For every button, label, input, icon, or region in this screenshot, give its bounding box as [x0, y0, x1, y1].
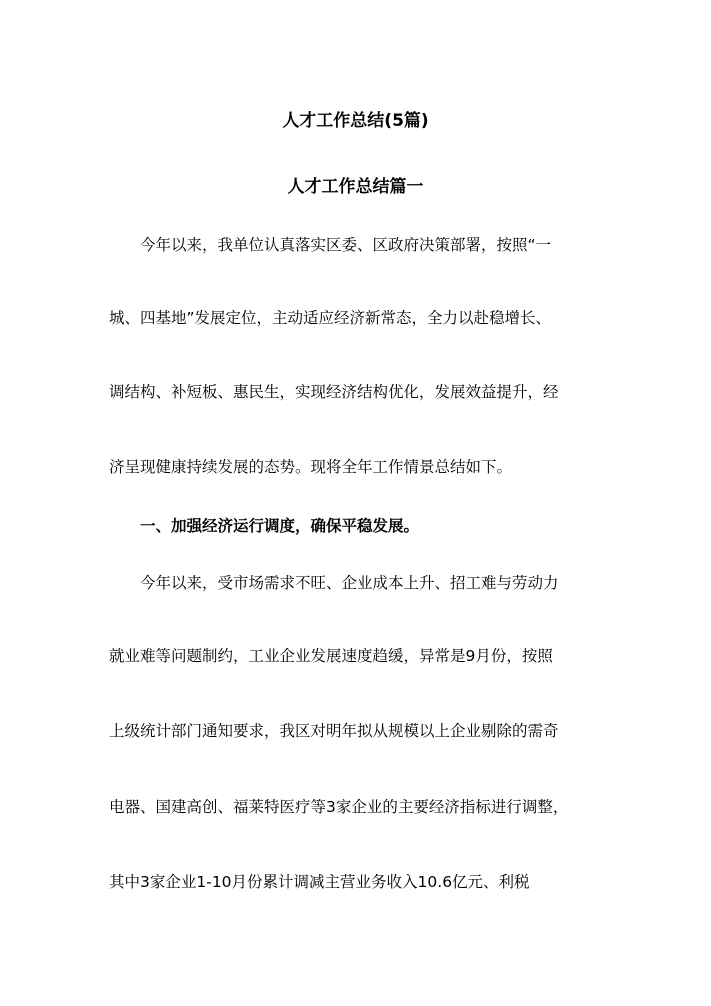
paragraph-line: 上级统计部门通知要求，我区对明年拟从规模以上企业剔除的需奇: [109, 722, 559, 740]
paragraph-line: 其中3家企业1-10月份累计调减主营业务收入10.6亿元、利税: [109, 873, 530, 891]
document-title: 人才工作总结(5篇): [282, 111, 429, 131]
paragraph-line: 城、四基地”发展定位，主动适应经济新常态，全力以赴稳增长、: [109, 309, 552, 327]
paragraph-line: 济呈现健康持续发展的态势。现将全年工作情景总结如下。: [109, 458, 513, 476]
paragraph-line: 就业难等问题制约，工业企业发展速度趋缓，异常是9月份，按照: [109, 647, 553, 665]
paragraph-line: 电器、国建高创、福莱特医疗等3家企业的主要经济指标进行调整，: [109, 798, 569, 816]
paragraph-line: 调结构、补短板、惠民生，实现经济结构优化，发展效益提升，经: [109, 383, 559, 401]
section-title: 人才工作总结篇一: [287, 177, 424, 197]
paragraph-line: 今年以来，受市场需求不旺、企业成本上升、招工难与劳动力: [140, 574, 559, 592]
paragraph-line: 今年以来，我单位认真落实区委、区政府决策部署，按照“一: [140, 236, 552, 254]
section-heading: 一、加强经济运行调度，确保平稳发展。: [140, 517, 420, 535]
